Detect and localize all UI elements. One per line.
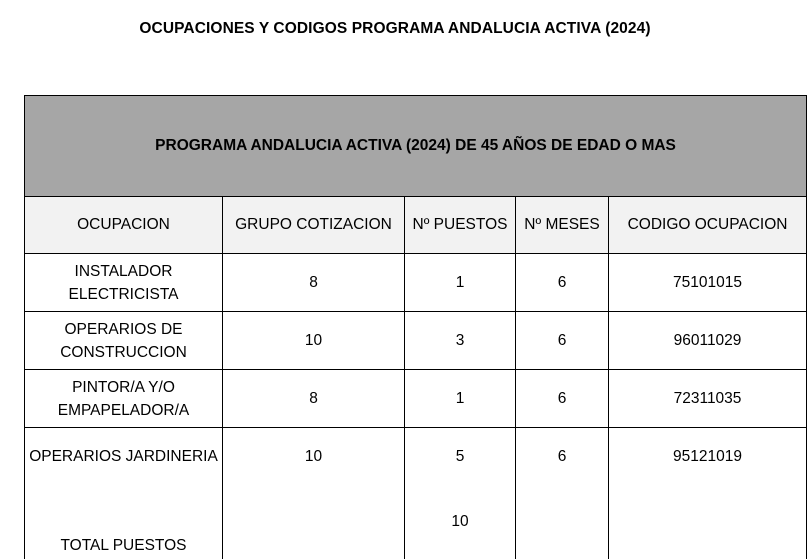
table-row [25, 428, 807, 486]
header-num-meses: Nº MESES [516, 197, 609, 254]
cell-grupo: 8 [223, 254, 405, 312]
document-title: OCUPACIONES Y CODIGOS PROGRAMA ANDALUCIA ACTIVA (2024) [139, 20, 651, 37]
cell-grupo: 8 [223, 370, 405, 428]
header-num-puestos: Nº PUESTOS [405, 197, 516, 254]
cell-codigo: 95121019 [609, 428, 807, 486]
cell-grupo: 10 [223, 428, 405, 486]
cell-ocupacion: PINTOR/A Y/O EMPAPELADOR/A [25, 370, 223, 428]
cell-puestos: 5 [405, 428, 516, 486]
total-label: TOTAL PUESTOS [25, 485, 223, 559]
cell-meses: 6 [516, 254, 609, 312]
header-codigo-ocupacion: CODIGO OCUPACION [609, 197, 807, 254]
total-empty-cell [516, 485, 609, 559]
banner-row [25, 96, 807, 197]
cell-grupo: 10 [223, 312, 405, 370]
table-banner: PROGRAMA ANDALUCIA ACTIVA (2024) DE 45 AÑOS DE EDAD O MAS [25, 96, 807, 197]
cell-ocupacion: OPERARIOS JARDINERIA [25, 428, 223, 486]
cell-puestos: 1 [405, 254, 516, 312]
table-row [25, 312, 807, 370]
cell-puestos: 1 [405, 370, 516, 428]
cell-codigo: 75101015 [609, 254, 807, 312]
table-row [25, 370, 807, 428]
table-row [25, 254, 807, 312]
cell-puestos: 3 [405, 312, 516, 370]
cell-meses: 6 [516, 428, 609, 486]
total-empty-cell [609, 485, 807, 559]
cell-meses: 6 [516, 370, 609, 428]
cell-ocupacion: OPERARIOS DE CONSTRUCCION [25, 312, 223, 370]
header-row [25, 197, 807, 254]
cell-codigo: 72311035 [609, 370, 807, 428]
cell-ocupacion: INSTALADOR ELECTRICISTA [25, 254, 223, 312]
header-ocupacion: OCUPACION [25, 197, 223, 254]
total-value: 10 [405, 485, 516, 559]
cell-codigo: 96011029 [609, 312, 807, 370]
cell-meses: 6 [516, 312, 609, 370]
header-grupo-cotizacion: GRUPO COTIZACION [223, 197, 405, 254]
occupations-table [24, 95, 807, 559]
total-empty-cell [223, 485, 405, 559]
total-row [25, 485, 807, 559]
